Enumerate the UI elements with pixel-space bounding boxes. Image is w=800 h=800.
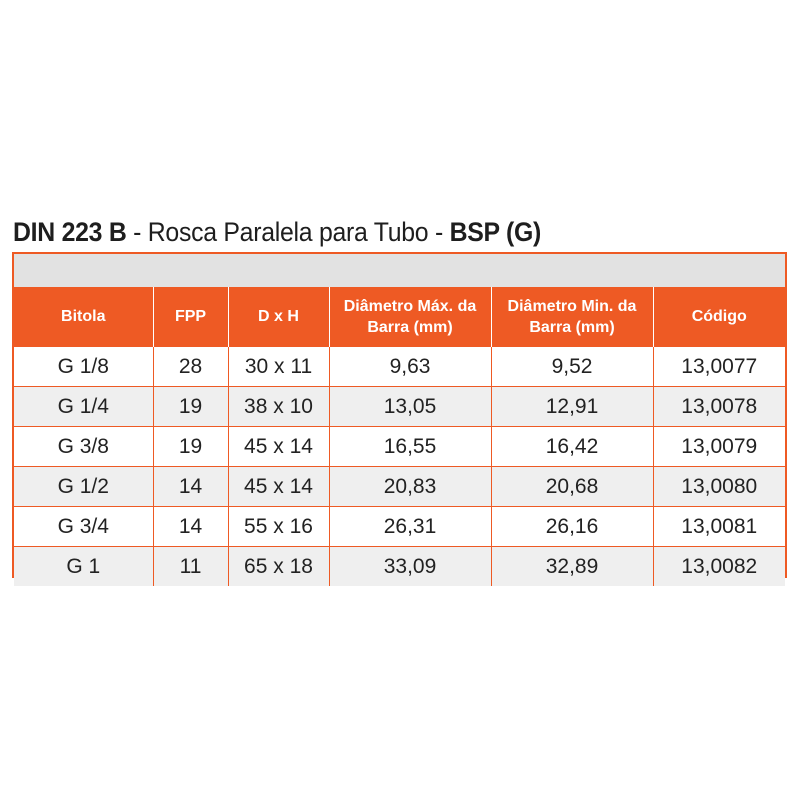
cell-diametro-min: 16,42 — [491, 427, 653, 467]
cell-diametro-min: 9,52 — [491, 347, 653, 387]
cell-codigo: 13,0078 — [653, 387, 785, 427]
cell-bitola: G 3/4 — [14, 507, 153, 547]
cell-bitola: G 1/8 — [14, 347, 153, 387]
cell-codigo: 13,0082 — [653, 547, 785, 587]
title-standard: DIN 223 B — [13, 217, 127, 247]
cell-fpp: 19 — [153, 387, 228, 427]
cell-fpp: 14 — [153, 507, 228, 547]
cell-dxh: 45 x 14 — [228, 467, 329, 507]
cell-dxh: 55 x 16 — [228, 507, 329, 547]
cell-dxh: 65 x 18 — [228, 547, 329, 587]
cell-dxh: 38 x 10 — [228, 387, 329, 427]
cell-bitola: G 1 — [14, 547, 153, 587]
title-thread-type: BSP (G) — [449, 217, 542, 247]
table-header-row — [14, 287, 785, 347]
table-row — [14, 347, 785, 387]
cell-fpp: 19 — [153, 427, 228, 467]
table-row — [14, 467, 785, 507]
header-codigo: Código — [653, 287, 785, 347]
cell-diametro-max: 33,09 — [329, 547, 491, 587]
cell-diametro-max: 26,31 — [329, 507, 491, 547]
cell-fpp: 14 — [153, 467, 228, 507]
cell-codigo: 13,0079 — [653, 427, 785, 467]
cell-dxh: 45 x 14 — [228, 427, 329, 467]
cell-fpp: 11 — [153, 547, 228, 587]
cell-diametro-min: 20,68 — [491, 467, 653, 507]
cell-diametro-min: 32,89 — [491, 547, 653, 587]
cell-bitola: G 3/8 — [14, 427, 153, 467]
cell-diametro-max: 20,83 — [329, 467, 491, 507]
specs-table-container — [12, 252, 787, 578]
table-row — [14, 427, 785, 467]
specs-table — [14, 287, 785, 586]
cell-fpp: 28 — [153, 347, 228, 387]
table-row — [14, 507, 785, 547]
header-fpp: FPP — [153, 287, 228, 347]
header-diametro-min: Diâmetro Min. da Barra (mm) — [491, 287, 653, 347]
cell-diametro-max: 16,55 — [329, 427, 491, 467]
cell-diametro-max: 9,63 — [329, 347, 491, 387]
cell-bitola: G 1/4 — [14, 387, 153, 427]
table-row — [14, 387, 785, 427]
cell-codigo: 13,0081 — [653, 507, 785, 547]
page-title — [13, 212, 541, 252]
title-description: - Rosca Paralela para Tubo - — [126, 217, 450, 247]
cell-diametro-max: 13,05 — [329, 387, 491, 427]
header-diametro-max: Diâmetro Máx. da Barra (mm) — [329, 287, 491, 347]
cell-codigo: 13,0077 — [653, 347, 785, 387]
header-dxh: D x H — [228, 287, 329, 347]
table-row — [14, 547, 785, 587]
cell-diametro-min: 26,16 — [491, 507, 653, 547]
cell-codigo: 13,0080 — [653, 467, 785, 507]
header-bitola: Bitola — [14, 287, 153, 347]
cell-diametro-min: 12,91 — [491, 387, 653, 427]
table-top-band — [14, 254, 785, 287]
cell-dxh: 30 x 11 — [228, 347, 329, 387]
cell-bitola: G 1/2 — [14, 467, 153, 507]
